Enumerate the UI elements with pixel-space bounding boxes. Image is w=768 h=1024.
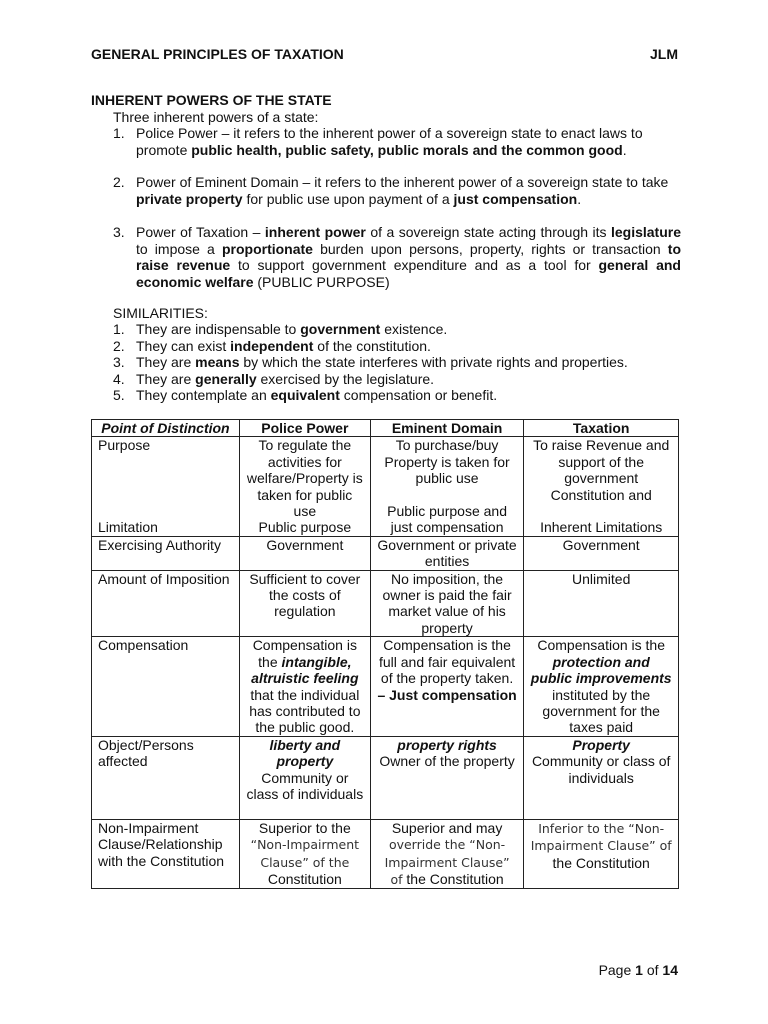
table-row (92, 736, 679, 819)
list-item: 1. They are indispensable to government existence. (113, 321, 448, 337)
table-row (92, 536, 679, 570)
row-label: Non-Impairment Clause/Relationship with the Constitution (92, 819, 240, 889)
intro-text: Three inherent powers of a state: (113, 109, 319, 125)
page-number: Page 1 of 14 (598, 962, 678, 978)
table-cell: Government (524, 536, 679, 570)
power-item-eminent-domain: 2. Power of Eminent Domain – it refers to the inherent power of a sovereign state to take private property for public use upon payment of a just compensation. (113, 174, 669, 207)
column-header: Point of Distinction (92, 420, 240, 437)
list-item: 4. They are generally exercised by the legislature. (113, 370, 435, 387)
table-cell: Property Community or class of individuals (524, 736, 679, 819)
table-cell: Compensation is the intangible, altruistic feeling that the individual has contributed to the public good. (239, 637, 370, 736)
column-header: Taxation (524, 420, 679, 437)
table-cell: Superior to the “Non-Impairment Clause” of the Constitution (239, 819, 370, 889)
table-row (92, 819, 679, 889)
table-cell: Government or private entities (370, 536, 524, 570)
similarities-title: SIMILARITIES: (113, 305, 208, 321)
table-cell: Unlimited (524, 570, 679, 637)
table-cell: To regulate the activities for welfare/Property is taken for public use Public purpose (239, 437, 370, 536)
list-item: 3. They are means by which the state interferes with private rights and properties. (113, 354, 628, 370)
row-label: Amount of Imposition (92, 570, 240, 637)
table-cell: Compensation is the protection and public improvements instituted by the government for the taxes paid (524, 637, 679, 736)
list-item: 5. They contemplate an equivalent compensation or benefit. (113, 387, 498, 403)
table-row (92, 437, 679, 536)
table-cell: Sufficient to cover the costs of regulation (239, 570, 370, 637)
power-item-taxation: 3. Power of Taxation – inherent power of a sovereign state acting through its legislature to impose a proportionate burden upon persons, property, rights or transaction to raise revenue to support government expenditure and as a tool for general and economic welfare (PUBLIC PURPOSE) (113, 224, 681, 290)
table-cell: No imposition, the owner is paid the fair market value of his property (370, 570, 524, 637)
table-cell: Superior and may override the “Non-Impairment Clause” of the Constitution (370, 819, 524, 889)
row-label: Purpose Limitation (92, 437, 240, 536)
row-label: Compensation (92, 637, 240, 736)
table-cell: Inferior to the “Non-Impairment Clause” of the Constitution (524, 819, 679, 889)
table-cell: Compensation is the full and fair equivalent of the property taken. – Just compensation (370, 637, 524, 736)
table-row (92, 637, 679, 736)
similarities-list (113, 321, 681, 404)
section-title: INHERENT POWERS OF THE STATE (91, 92, 332, 108)
page-header (91, 46, 678, 64)
row-label: Exercising Authority (92, 536, 240, 570)
list-item: 2. They can exist independent of the constitution. (113, 337, 431, 354)
comparison-table (91, 419, 679, 889)
table-cell: Government (239, 536, 370, 570)
author-initials: JLM (650, 46, 678, 62)
power-item-police: 1. Police Power – it refers to the inherent power of a sovereign state to enact laws to promote public health, public safety, public morals and the common good. (113, 125, 643, 158)
table-cell: To raise Revenue and support of the government Constitution and Inherent Limitations (524, 437, 679, 536)
column-header: Eminent Domain (370, 420, 524, 437)
table-row (92, 570, 679, 637)
table-cell: liberty and property Community or class of individuals (239, 736, 370, 819)
document-title: GENERAL PRINCIPLES OF TAXATION (91, 46, 344, 62)
row-label: Object/Persons affected (92, 736, 240, 819)
column-header: Police Power (239, 420, 370, 437)
table-cell: To purchase/buy Property is taken for public use Public purpose and just compensation (370, 437, 524, 536)
table-cell: property rights Owner of the property (370, 736, 524, 819)
table-header-row (92, 420, 679, 437)
